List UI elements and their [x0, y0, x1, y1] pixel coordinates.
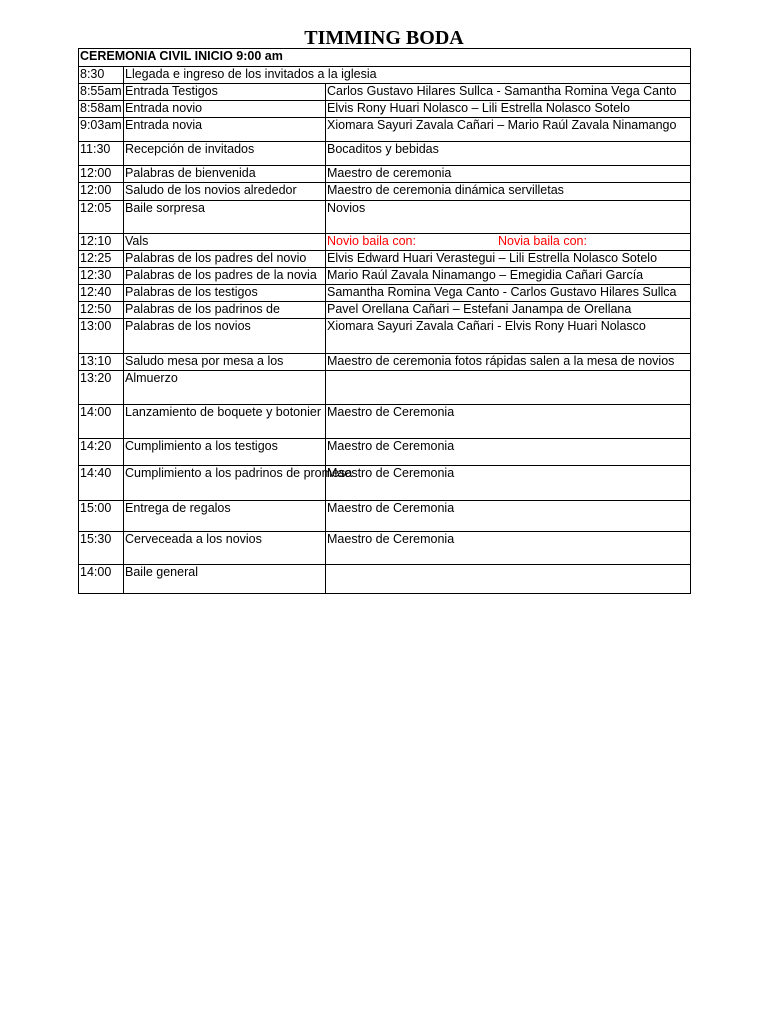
detail-cell: Maestro de Ceremonia	[326, 501, 691, 532]
novio-dance-label: Novio baila con:	[327, 234, 416, 248]
detail-cell: Elvis Edward Huari Verastegui – Lili Estrella Nolasco Sotelo	[326, 251, 691, 268]
table-header-row	[79, 49, 691, 67]
detail-cell: Xiomara Sayuri Zavala Cañari - Elvis Rony Huari Nolasco	[326, 319, 691, 354]
activity-cell: Palabras de bienvenida	[124, 166, 326, 183]
table-row	[79, 354, 691, 371]
detail-cell	[326, 234, 691, 251]
novia-dance-label: Novia baila con:	[498, 234, 587, 248]
activity-cell: Cumplimiento a los padrinos de promesa	[124, 466, 326, 501]
time-cell: 9:03am	[79, 118, 124, 142]
page-title: TIMMING BODA	[304, 27, 464, 49]
time-cell: 15:30	[79, 532, 124, 565]
activity-cell: Llegada e ingreso de los invitados a la iglesia	[124, 67, 691, 84]
detail-cell: Maestro de ceremonia dinámica servilletas	[326, 183, 691, 201]
detail-cell: Carlos Gustavo Hilares Sullca - Samantha Romina Vega Canto	[326, 84, 691, 101]
detail-cell: Pavel Orellana Cañari – Estefani Janampa de Orellana	[326, 302, 691, 319]
activity-cell: Entrega de regalos	[124, 501, 326, 532]
activity-cell: Entrada novio	[124, 101, 326, 118]
detail-cell: Novios	[326, 201, 691, 234]
table-row	[79, 466, 691, 501]
table-row	[79, 268, 691, 285]
activity-cell: Baile general	[124, 565, 326, 594]
activity-cell: Vals	[124, 234, 326, 251]
activity-cell: Palabras de los padres del novio	[124, 251, 326, 268]
table-row	[79, 532, 691, 565]
table-row	[79, 302, 691, 319]
time-cell: 15:00	[79, 501, 124, 532]
table-row	[79, 166, 691, 183]
table-row	[79, 251, 691, 268]
table-row	[79, 285, 691, 302]
activity-cell: Palabras de los padrinos de	[124, 302, 326, 319]
detail-cell: Bocaditos y bebidas	[326, 142, 691, 166]
detail-cell: Maestro de Ceremonia	[326, 439, 691, 466]
table-row	[79, 405, 691, 439]
time-cell: 8:55am	[79, 84, 124, 101]
table-row	[79, 501, 691, 532]
detail-cell: Maestro de Ceremonia	[326, 466, 691, 501]
detail-cell: Elvis Rony Huari Nolasco – Lili Estrella Nolasco Sotelo	[326, 101, 691, 118]
detail-cell: Mario Raúl Zavala Ninamango – Emegidia Cañari García	[326, 268, 691, 285]
time-cell: 14:00	[79, 405, 124, 439]
table-row	[79, 101, 691, 118]
detail-cell	[326, 565, 691, 594]
activity-cell: Entrada Testigos	[124, 84, 326, 101]
activity-cell: Palabras de los padres de la novia	[124, 268, 326, 285]
table-row	[79, 319, 691, 354]
detail-cell	[326, 371, 691, 405]
time-cell: 14:20	[79, 439, 124, 466]
activity-cell: Palabras de los testigos	[124, 285, 326, 302]
detail-cell: Maestro de Ceremonia	[326, 532, 691, 565]
activity-cell: Lanzamiento de boquete y botonier	[124, 405, 326, 439]
table-row	[79, 142, 691, 166]
activity-cell: Saludo de los novios alrededor	[124, 183, 326, 201]
detail-cell: Maestro de ceremonia	[326, 166, 691, 183]
time-cell: 12:00	[79, 166, 124, 183]
table-row	[79, 67, 691, 84]
time-cell: 13:20	[79, 371, 124, 405]
activity-cell: Baile sorpresa	[124, 201, 326, 234]
time-cell: 14:40	[79, 466, 124, 501]
time-cell: 12:25	[79, 251, 124, 268]
activity-cell: Recepción de invitados	[124, 142, 326, 166]
table-row	[79, 201, 691, 234]
table-row	[79, 84, 691, 101]
time-cell: 12:10	[79, 234, 124, 251]
activity-cell: Cumplimiento a los testigos	[124, 439, 326, 466]
ceremony-header: CEREMONIA CIVIL INICIO 9:00 am	[79, 49, 691, 67]
time-cell: 11:30	[79, 142, 124, 166]
time-cell: 8:30	[79, 67, 124, 84]
activity-cell: Almuerzo	[124, 371, 326, 405]
activity-cell: Saludo mesa por mesa a los	[124, 354, 326, 371]
detail-cell: Maestro de ceremonia fotos rápidas salen a la mesa de novios	[326, 354, 691, 371]
time-cell: 8:58am	[79, 101, 124, 118]
time-cell: 12:30	[79, 268, 124, 285]
time-cell: 12:40	[79, 285, 124, 302]
activity-cell: Cerveceada a los novios	[124, 532, 326, 565]
time-cell: 12:05	[79, 201, 124, 234]
table-row	[79, 565, 691, 594]
activity-cell: Entrada novia	[124, 118, 326, 142]
detail-cell: Xiomara Sayuri Zavala Cañari – Mario Raúl Zavala Ninamango	[326, 118, 691, 142]
time-cell: 12:50	[79, 302, 124, 319]
table-row	[79, 371, 691, 405]
table-row	[79, 183, 691, 201]
time-cell: 13:10	[79, 354, 124, 371]
detail-cell: Maestro de Ceremonia	[326, 405, 691, 439]
table-row	[79, 118, 691, 142]
table-row	[79, 439, 691, 466]
time-cell: 13:00	[79, 319, 124, 354]
time-cell: 12:00	[79, 183, 124, 201]
table-row	[79, 234, 691, 251]
detail-cell: Samantha Romina Vega Canto - Carlos Gustavo Hilares Sullca	[326, 285, 691, 302]
time-cell: 14:00	[79, 565, 124, 594]
schedule-table	[78, 48, 691, 594]
activity-cell: Palabras de los novios	[124, 319, 326, 354]
